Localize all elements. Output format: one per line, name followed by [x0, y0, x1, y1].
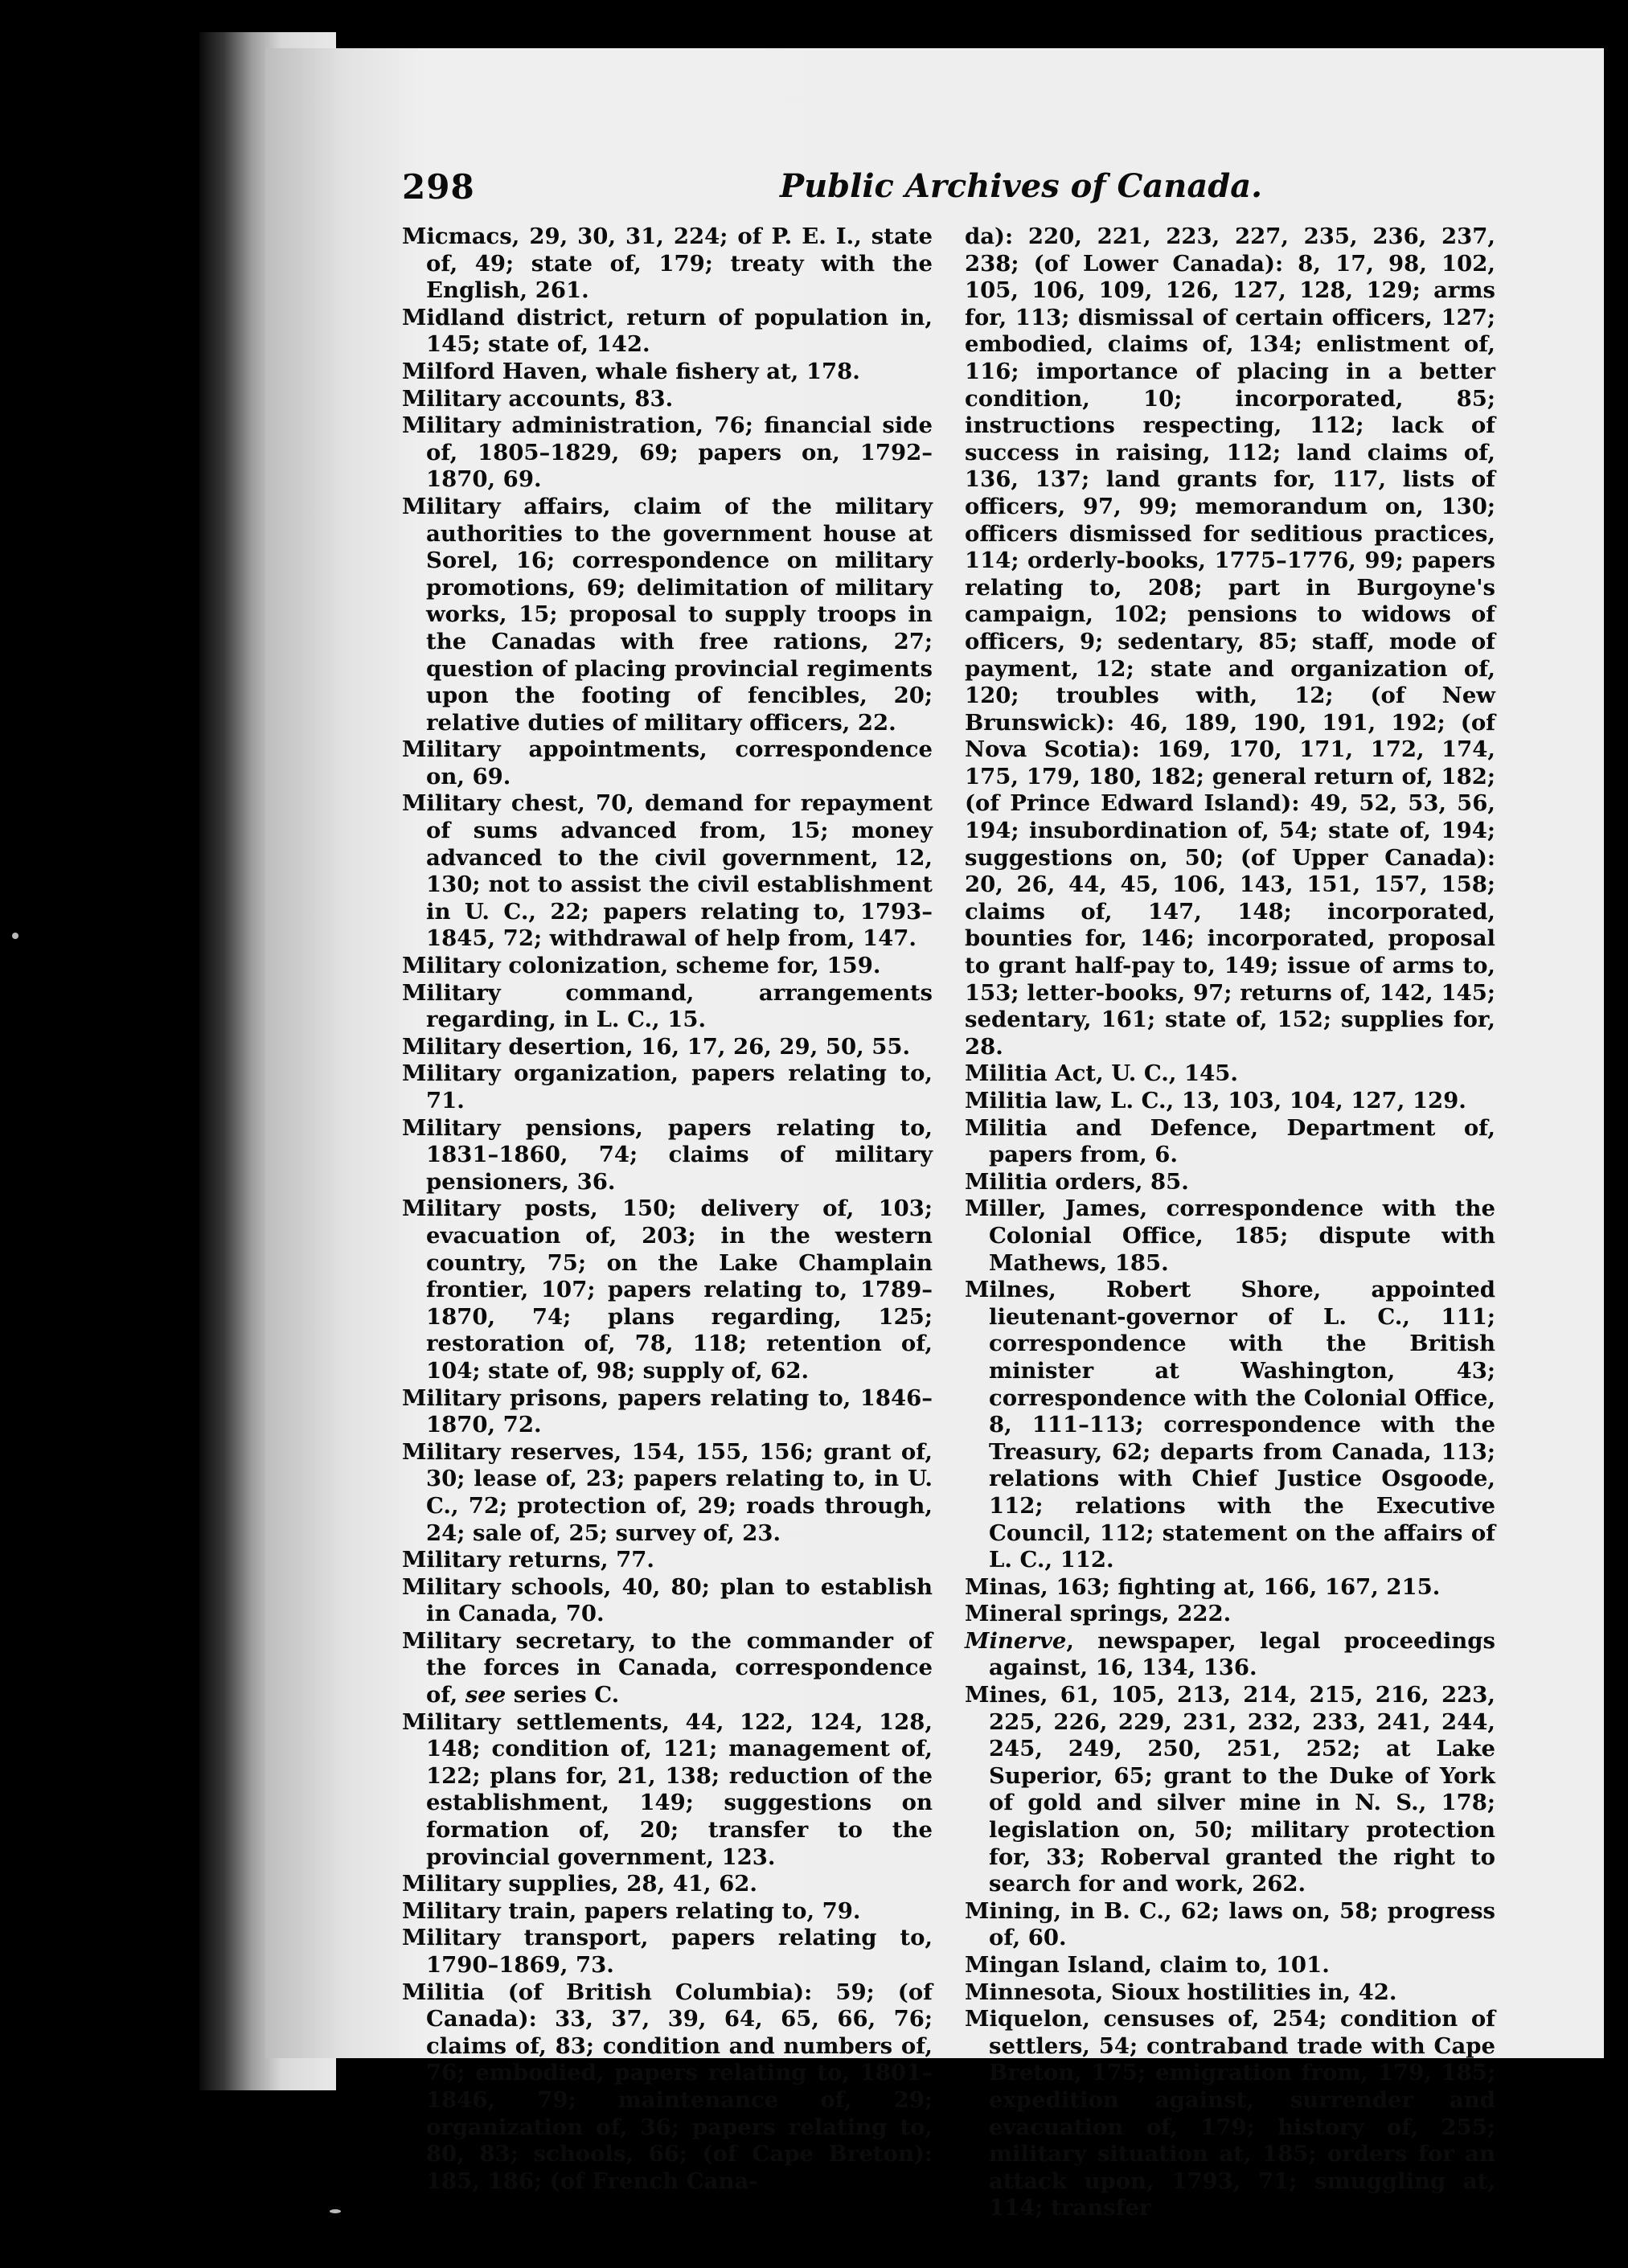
see-reference: see	[465, 1682, 506, 1708]
index-entry: Miller, James, correspondence with the Colonial Office, 185; dispute with Mathews, 185.	[965, 1196, 1495, 1276]
index-entry: Military chest, 70, demand for repayment of sums advanced from, 15; money advanced to the civil government, 12, 130; not to assist the civil establishment in U. C., 22; papers relating to, 1793–1845, 72; withdrawal of help from, 147.	[402, 790, 933, 952]
index-entry: Military returns, 77.	[402, 1547, 654, 1573]
index-entry: Militia (of British Columbia): 59; (of Canada): 33, 37, 39, 64, 65, 66, 76; claims of, 83; condition and numbers of, 76; embodied, papers relating to, 1801–1846, 79; maintenance of, 29; organization of, 36; papers relating to, 80, 83; schools, 66; (of Cape Breton): 185, 186; (of French Cana-	[402, 1979, 933, 2194]
index-entry: Military supplies, 28, 41, 62.	[402, 1871, 757, 1897]
index-entry: Milford Haven, whale fishery at, 178.	[402, 358, 860, 384]
index-entry: Military accounts, 83.	[402, 385, 674, 412]
index-entry: Military posts, 150; delivery of, 103; evacuation of, 203; in the western country, 75; on the Lake Champlain frontier, 107; papers relating to, 1789–1870, 74; plans regarding, 125; restoration of, 78, 118; retention of, 104; state of, 98; supply of, 62.	[402, 1196, 933, 1384]
index-entry: Military schools, 40, 80; plan to establish in Canada, 70.	[402, 1573, 933, 1627]
index-entry: Micmacs, 29, 30, 31, 224; of P. E. I., state of, 49; state of, 179; treaty with the English, 261.	[402, 224, 933, 304]
index-entry: Military colonization, scheme for, 159.	[402, 953, 881, 979]
index-entry: Military organization, papers relating to, 71.	[402, 1060, 933, 1113]
index-entry: Mineral springs, 222.	[965, 1601, 1232, 1627]
index-entry-military-secretary	[402, 1628, 933, 1709]
index-entry: Mingan Island, claim to, 101.	[965, 1952, 1330, 1978]
running-title: Public Archives of Canada.	[780, 167, 1263, 205]
index-entry: Military administration, 76; financial side of, 1805–1829, 69; papers on, 1792–1870, 69.	[402, 412, 933, 493]
index-entry: Military affairs, claim of the military authorities to the government house at Sorel, 16; correspondence on military promotions, 69; delimitation of military works, 15; proposal to supply troops in the Canadas with free rations, 27; question of placing provincial regiments upon the footing of fencibles, 20; relative duties of military officers, 22.	[402, 493, 933, 736]
entry-text: , newspaper, legal proceedings against, 16, 134, 136.	[989, 1627, 1495, 1681]
index-entry: Military pensions, papers relating to, 1831–1860, 74; claims of military pensioners, 36.	[402, 1114, 933, 1195]
index-entry: Midland district, return of population in, 145; state of, 142.	[402, 304, 933, 358]
scan-speck	[12, 933, 18, 939]
index-entry: Military appointments, correspondence on, 69.	[402, 736, 933, 789]
index-entry: Military transport, papers relating to, 1790–1869, 73.	[402, 1925, 933, 1978]
index-entry-minerve	[965, 1628, 1495, 1682]
index-entry: Military prisons, papers relating to, 1846–1870, 72.	[402, 1384, 933, 1438]
index-entry: Militia Act, U. C., 145.	[965, 1060, 1238, 1087]
index-entry: Military command, arrangements regarding, in L. C., 15.	[402, 979, 933, 1033]
index-entry: Military reserves, 154, 155, 156; grant of, 30; lease of, 23; papers relating to, in U. C., 72; protection of, 29; roads through, 24; sale of, 25; survey of, 23.	[402, 1438, 933, 1546]
index-entry: Militia and Defence, Department of, papers from, 6.	[965, 1114, 1495, 1168]
index-entry: Miquelon, censuses of, 254; condition of settlers, 54; contraband trade with Cape Breton, 175; emigration from, 179, 185; expedition against, surrender and evacuation of, 179; history of, 255; military situation at, 185; orders for an attack upon, 1793, 71; smuggling at, 114; transfer	[965, 2006, 1495, 2221]
index-entry: Minas, 163; fighting at, 166, 167, 215.	[965, 1573, 1441, 1600]
index-entry: Military desertion, 16, 17, 26, 29, 50, 55.	[402, 1033, 911, 1060]
page-header	[402, 161, 1511, 209]
page-number: 298	[402, 167, 475, 207]
newspaper-title: Minerve	[965, 1627, 1067, 1654]
index-entry: Militia orders, 85.	[965, 1168, 1189, 1195]
index-text-block	[402, 161, 1511, 2221]
index-entry: Milnes, Robert Shore, appointed lieutenant-governor of L. C., 111; correspondence with the British minister at Washington, 43; correspondence with the Colonial Office, 8, 111–113; correspondence with the Treasury, 62; departs from Canada, 113; relations with Chief Justice Osgoode, 112; relations with the Executive Council, 112; statement on the affairs of L. C., 112.	[965, 1277, 1495, 1573]
index-entry: Minnesota, Sioux hostilities in, 42.	[965, 1979, 1397, 2005]
scan-speck	[330, 2209, 341, 2213]
index-entry: Mines, 61, 105, 213, 214, 215, 216, 223, 225, 226, 229, 231, 232, 233, 241, 244, 245, 249, 250, 251, 252; at Lake Superior, 65; grant to the Duke of York of gold and silver mine in N. S., 178; legislation on, 50; military protection for, 33; Roberval granted the right to search for and work, 262.	[965, 1682, 1495, 1897]
index-entry-continuation: da): 220, 221, 223, 227, 235, 236, 237, 238; (of Lower Canada): 8, 17, 98, 102, 105, 106, 109, 126, 127, 128, 129; arms for, 113; dismissal of certain officers, 127; embodied, claims of, 134; enlistment of, 116; importance of placing in a better condition, 10; incorporated, 85; instructions respecting, 112; lack of success in raising, 112; land claims of, 136, 137; land grants for, 117, lists of officers, 97, 99; memorandum on, 130; officers dismissed for seditious practices, 114; orderly-books, 1775–1776, 99; papers relating to, 208; part in Burgoyne's campaign, 102; pensions to widows of officers, 9; sedentary, 85; staff, mode of payment, 12; state and organization of, 120; troubles with, 12; (of New Brunswick): 46, 189, 190, 191, 192; (of Nova Scotia): 169, 170, 171, 172, 174, 175, 179, 180, 182; general return of, 182; (of Prince Edward Island): 49, 52, 53, 56, 194; insubordination of, 54; state of, 194; suggestions on, 50; (of Upper Canada): 20, 26, 44, 45, 106, 143, 151, 157, 158; claims of, 147, 148; incorporated, bounties for, 146; incorporated, proposal to grant half-pay to, 149; issue of arms to, 153; letter-books, 97; returns of, 142, 145; sedentary, 161; state of, 152; supplies for, 28.	[965, 224, 1495, 1060]
index-entry: Military settlements, 44, 122, 124, 128, 148; condition of, 121; management of, 122; plans for, 21, 138; reduction of the establishment, 149; suggestions on formation of, 20; transfer to the provincial government, 123.	[402, 1708, 933, 1870]
index-column-left	[402, 224, 933, 2195]
index-column-right	[965, 224, 1495, 2222]
index-entry: Military train, papers relating to, 79.	[402, 1897, 861, 1924]
index-entry: Mining, in B. C., 62; laws on, 58; progress of, 60.	[965, 1897, 1495, 1951]
entry-text: Military secretary, to the commander of the forces in Canada, correspondence of,	[402, 1627, 933, 1708]
index-entry: Militia law, L. C., 13, 103, 104, 127, 129.	[965, 1088, 1466, 1113]
entry-text: series C.	[513, 1682, 620, 1708]
